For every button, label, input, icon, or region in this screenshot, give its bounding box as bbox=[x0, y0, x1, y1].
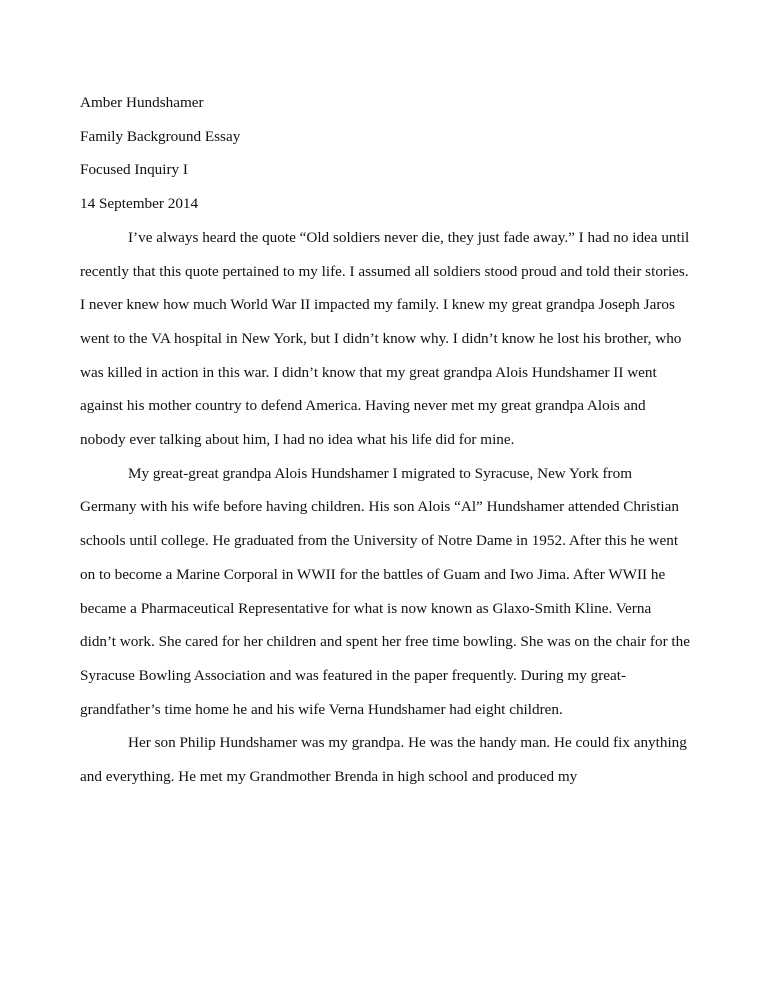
paragraph-2: My great-great grandpa Alois Hundshamer I migrated to Syracuse, New York from Germany with his wife before having children. His son Alois “Al” Hundshamer attended Christian schools until college. He graduated from the University of Notre Dame in 1952. After this he went on to become a Marine Corporal in WWII for the battles of Guam and Iwo Jima. After WWII he became a Pharmaceutical Representative for what is now known as Glaxo-Smith Kline. Verna didn’t work. She cared for her children and spent her free time bowling. She was on the chair for the Syracuse Bowling Association and was featured in the paper frequently. During my great-grandfather’s time home he and his wife Verna Hundshamer had eight children. bbox=[80, 464, 690, 718]
paragraph-3: Her son Philip Hundshamer was my grandpa. He was the handy man. He could fix anything and everything. He met my Grandmother Brenda in high school and produced my bbox=[80, 734, 687, 786]
essay-title: Family Background Essay bbox=[80, 127, 241, 145]
essay-body bbox=[80, 86, 690, 794]
paragraph-1: I’ve always heard the quote “Old soldiers never die, they just fade away.” I had no idea until recently that this quote pertained to my life. I assumed all soldiers stood proud and told their stories. I never knew how much World War II impacted my family. I knew my great grandpa Joseph Jaros went to the VA hospital in New York, but I didn’t know why. I didn’t know he lost his brother, who was killed in action in this war. I didn’t know that my great grandpa Alois Hundshamer II went against his mother country to defend America. Having never met my great grandpa Alois and nobody ever talking about him, I had no idea what his life did for mine. bbox=[80, 228, 690, 449]
essay-date: 14 September 2014 bbox=[80, 195, 199, 213]
author-name: Amber Hundshamer bbox=[80, 94, 204, 111]
course-name: Focused Inquiry I bbox=[80, 161, 188, 179]
